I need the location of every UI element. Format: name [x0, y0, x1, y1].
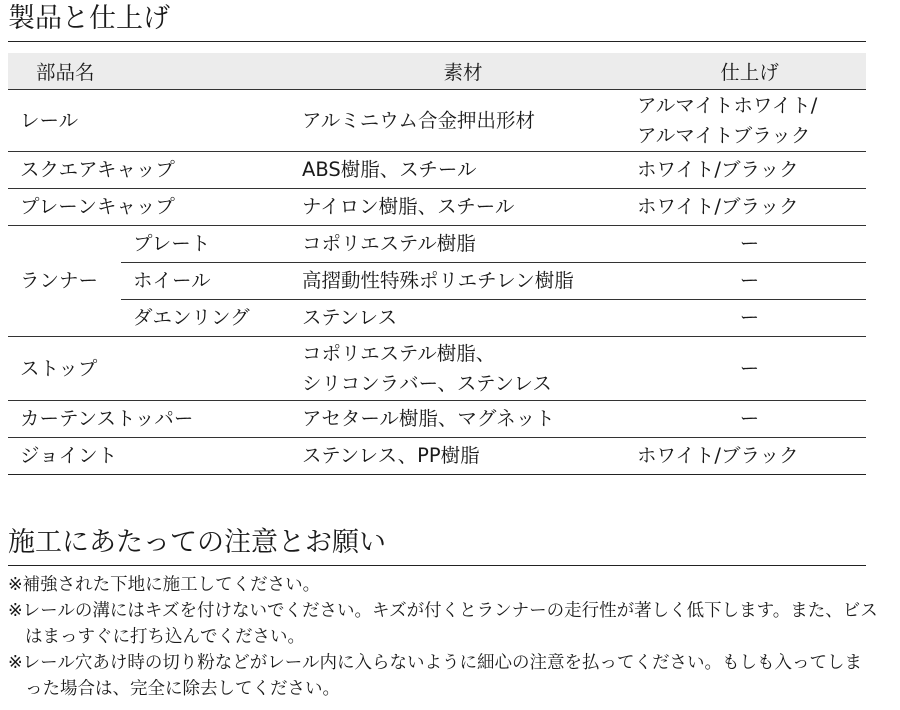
part-name: カーテンストッパー — [8, 401, 293, 438]
note-item: ※補強された下地に施工してください。 — [8, 575, 321, 595]
finish-line: アルマイトブラック — [637, 123, 811, 147]
finish: ー — [633, 226, 866, 263]
finish: ー — [633, 263, 866, 300]
part-name: レール — [8, 90, 293, 152]
part-name: スクエアキャップ — [8, 152, 293, 189]
products-table — [8, 53, 866, 475]
finish — [633, 90, 866, 152]
material: アルミニウム合金押出形材 — [293, 90, 633, 152]
part-name: プレーンキャップ — [8, 189, 293, 226]
table-row — [8, 337, 866, 401]
sub-part-name: ダエンリング — [121, 300, 293, 337]
table-row — [8, 300, 866, 337]
material: コポリエステル樹脂 — [293, 226, 633, 263]
section-title-products: 製品と仕上げ — [8, 2, 866, 42]
table-row — [8, 90, 866, 152]
table-row — [8, 401, 866, 438]
material: ステンレス — [293, 300, 633, 337]
finish: ホワイト/ブラック — [633, 189, 866, 226]
material: ステンレス、PP樹脂 — [293, 438, 633, 475]
table-row — [8, 152, 866, 189]
table-row — [8, 438, 866, 475]
finish: ー — [633, 337, 866, 401]
finish: ホワイト/ブラック — [633, 152, 866, 189]
finish-line: アルマイトホワイト/ — [637, 93, 818, 117]
table-row — [8, 189, 866, 226]
section-title-precautions: 施工にあたっての注意とお願い — [8, 520, 866, 566]
finish: ー — [633, 300, 866, 337]
part-name: ジョイント — [8, 438, 293, 475]
finish: ホワイト/ブラック — [633, 438, 866, 475]
header-part-name: 部品名 — [8, 53, 293, 90]
finish: ー — [633, 401, 866, 438]
header-finish: 仕上げ — [633, 53, 866, 90]
table-header-row — [8, 53, 866, 90]
part-name: ストップ — [8, 337, 293, 401]
table-row — [8, 226, 866, 263]
material: アセタール樹脂、マグネット — [293, 401, 633, 438]
note-item: ※レール穴あけ時の切り粉などがレール内に入らないように細心の注意を払ってください。もしも入ってしまった場合は、完全に除去してください。 — [8, 653, 862, 699]
table-row — [8, 263, 866, 300]
material: ABS樹脂、スチール — [293, 152, 633, 189]
sub-part-name: ホイール — [121, 263, 293, 300]
precaution-notes — [8, 572, 878, 702]
header-material: 素材 — [293, 53, 633, 90]
material-line: シリコンラバー、ステンレス — [302, 371, 552, 395]
material — [293, 337, 633, 401]
sub-part-name: プレート — [121, 226, 293, 263]
material: ナイロン樹脂、スチール — [293, 189, 633, 226]
material: 高摺動性特殊ポリエチレン樹脂 — [293, 263, 633, 300]
part-name: ランナー — [8, 226, 121, 337]
note-item: ※レールの溝にはキズを付けないでください。キズが付くとランナーの走行性が著しく低下します。また、ビスはまっすぐに打ち込んでください。 — [8, 601, 878, 647]
material-line: コポリエステル樹脂、 — [302, 341, 496, 365]
